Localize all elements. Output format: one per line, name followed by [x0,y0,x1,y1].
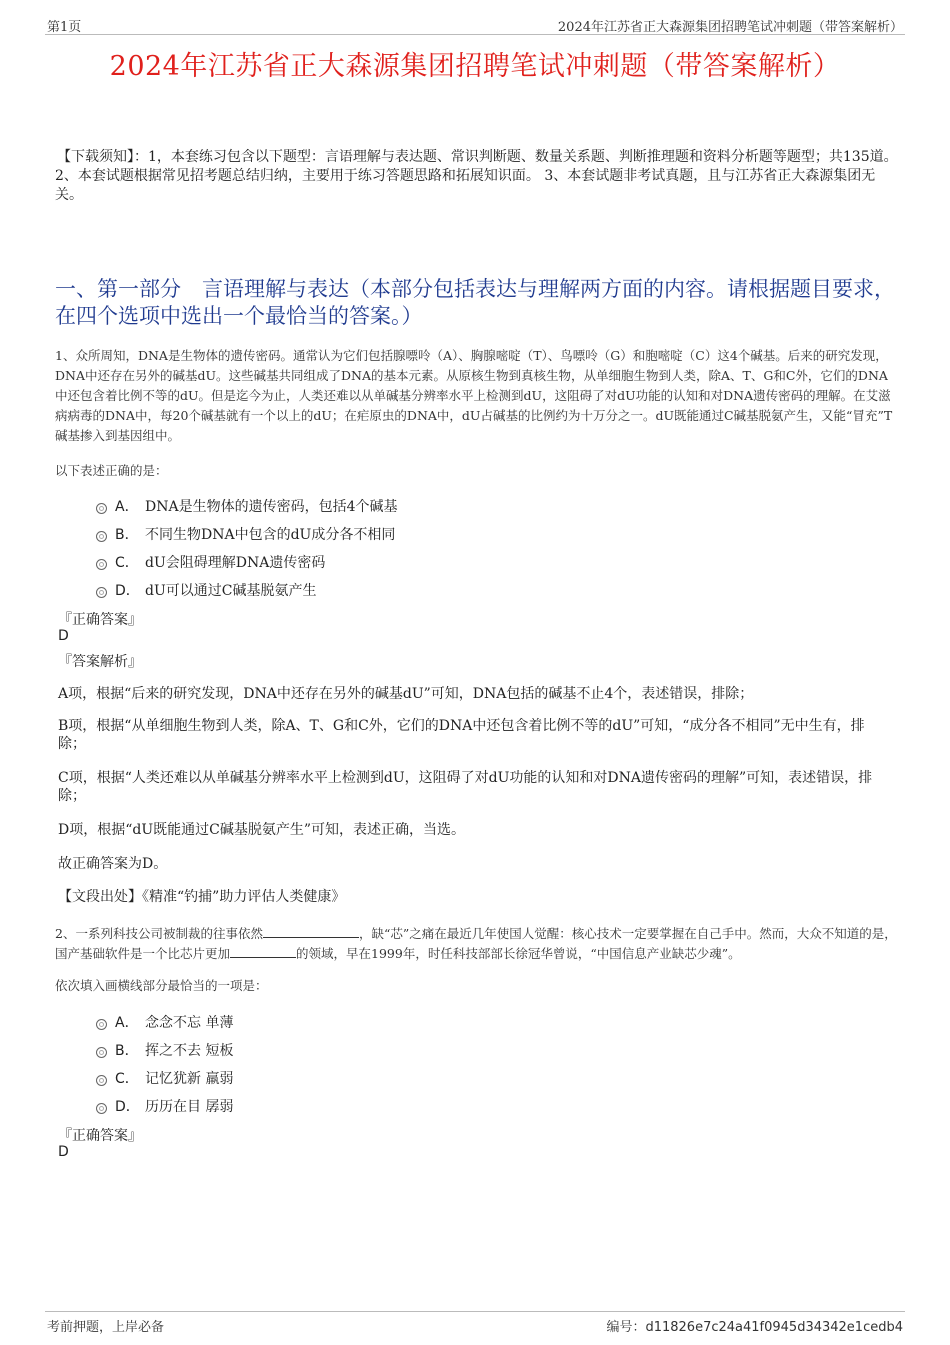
question-1-prompt: 以下表述正确的是： [55,463,168,478]
analysis-b: B项，根据“从单细胞生物到人类，除A、T、G和C外，它们的DNA中还包含着比例不等的dU”可知，“成分各不相同”无中生有，排除； [58,718,865,752]
option-a[interactable]: A． 念念不忘 单薄 [96,1008,233,1036]
option-d[interactable]: D． dU可以通过C碱基脱氨产生 [96,576,398,604]
analysis-c: C项，根据“人类还难以从单碱基分辨率水平上检测到dU，这阻碍了对dU功能的认知和对DNA遗传密码的理解”可知，表述错误，排除； [58,770,873,804]
option-text: DNA是生物体的遗传密码，包括4个碱基 [145,499,398,515]
text-source: 【文段出处】《精准“钓捕”助力评估人类健康》 [58,889,346,905]
analysis-label: 『答案解析』 [58,654,142,670]
blank-1[interactable] [263,925,359,938]
radio-icon[interactable] [96,1103,107,1114]
page-footer [45,1311,905,1336]
radio-icon[interactable] [96,1075,107,1086]
analysis-a: A项，根据“后来的研究发现，DNA中还存在另外的碱基dU”可知，DNA包括的碱基不止4个，表述错误，排除； [58,686,754,702]
page-header [45,14,905,35]
blank-2[interactable] [230,945,296,958]
option-text: 念念不忘 单薄 [145,1015,234,1031]
radio-icon[interactable] [96,531,107,542]
radio-icon[interactable] [96,587,107,598]
answer-label: 『正确答案』 [58,612,142,628]
radio-icon[interactable] [96,503,107,514]
question-2-text: 2、一系列科技公司被制裁的往事依然 ，缺“芯”之痛在最近几年使国人觉醒：核心技术一定要掌握在自己手中。然而，大众不知道的是，国产基础软件是一个比芯片更加 的领域，早在1999年，时任科技部部长徐冠华曾说，“中国信息产业缺芯少魂”。 [55,926,897,961]
footer-slogan: 考前押题，上岸必备 [47,1320,165,1335]
document-code: 编号：d11826e7c24a41f0945d34342e1cedb4 [606,1320,903,1335]
answer-value: D [58,1144,69,1160]
option-c[interactable]: C． 记忆犹新 羸弱 [96,1064,233,1092]
question-2-prompt: 依次填入画横线部分最恰当的一项是： [55,978,268,993]
question-1-text: 1、众所周知，DNA是生物体的遗传密码。通常认为它们包括腺嘌呤（A）、胸腺嘧啶（T）、鸟嘌呤（G）和胞嘧啶（C）这4个碱基。后来的研究发现，DNA中还存在另外的碱基dU。这些碱基共同组成了DNA的基本元素。从原核生物到真核生物，从单细胞生物到人类，除A、T、G和C外，它们的DNA中还包含着比例不等的dU。但是迄今为止，人类还难以从单碱基分辨率水平上检测到dU，这阻碍了对dU功能的认知和对DNA遗传密码的理解。在艾滋病病毒的DNA中，每20个碱基就有一个以上的dU；在疟原虫的DNA中，dU占碱基的比例约为十万分之一。dU既能通过C碱基脱氨产生，又能“冒充”T碱基掺入到基因组中。 [55,348,893,443]
page-number: 第1页 [47,20,82,35]
option-b[interactable]: B． 不同生物DNA中包含的dU成分各不相同 [96,520,398,548]
section-title: 一、第一部分 言语理解与表达（本部分包括表达与理解两方面的内容。请根据题目要求，在四个选项中选出一个最恰当的答案。） [55,277,895,328]
option-text: 挥之不去 短板 [145,1043,234,1059]
option-text: 不同生物DNA中包含的dU成分各不相同 [145,527,396,543]
question-1-options [96,492,398,604]
option-text: dU会阻碍理解DNA遗传密码 [145,555,326,571]
header-doc-title: 2024年江苏省正大森源集团招聘笔试冲刺题（带答案解析） [557,20,903,35]
option-c[interactable]: C． dU会阻碍理解DNA遗传密码 [96,548,398,576]
radio-icon[interactable] [96,559,107,570]
radio-icon[interactable] [96,1019,107,1030]
answer-value: D [58,628,69,644]
option-text: 记忆犹新 羸弱 [145,1071,234,1087]
option-text: 历历在目 孱弱 [145,1099,234,1115]
radio-icon[interactable] [96,1047,107,1058]
option-d[interactable]: D． 历历在目 孱弱 [96,1092,233,1120]
option-a[interactable]: A． DNA是生物体的遗传密码，包括4个碱基 [96,492,398,520]
option-b[interactable]: B． 挥之不去 短板 [96,1036,233,1064]
question-2-options [96,1008,233,1120]
answer-label: 『正确答案』 [58,1128,142,1144]
download-notice: 【下载须知】：1，本套练习包含以下题型：言语理解与表达题、常识判断题、数量关系题、判断推理题和资料分析题等题型；共135道。 2、本套试题根据常见招考题总结归纳，主要用于练习答题思路和拓展知识面。 3、本套试题非考试真题，且与江苏省正大森源集团无关。 [55,149,898,203]
option-text: dU可以通过C碱基脱氨产生 [145,583,317,599]
analysis-conclusion: 故正确答案为D。 [58,856,168,872]
document-title: 2024年江苏省正大森源集团招聘笔试冲刺题（带答案解析） [109,51,841,82]
analysis-d: D项，根据“dU既能通过C碱基脱氨产生”可知，表述正确，当选。 [58,822,466,838]
